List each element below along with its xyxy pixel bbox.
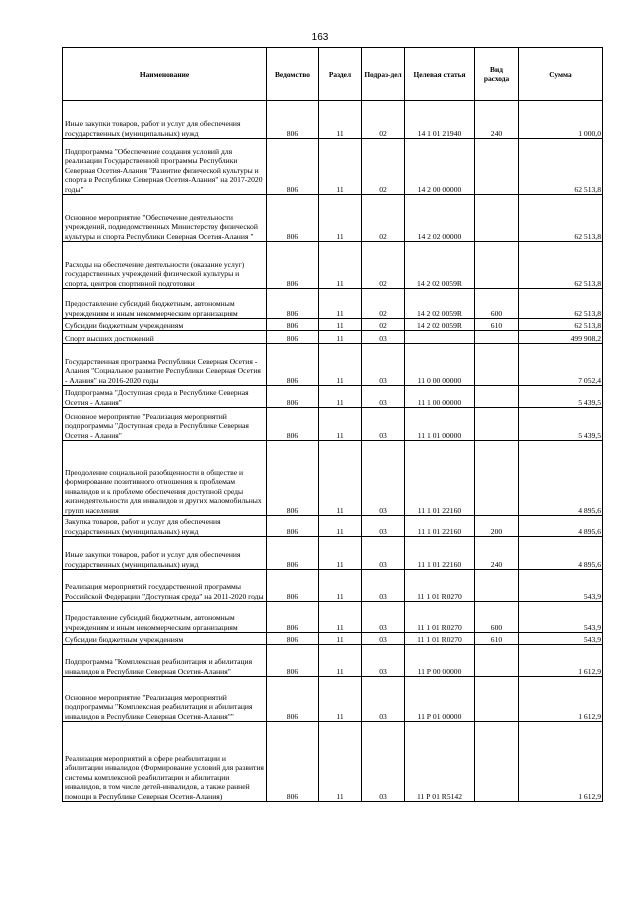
header-expense-type: Вид расхода [475,48,519,101]
row-vedomstvo-cell: 806 [267,537,319,570]
table-row [63,677,603,722]
row-vedomstvo-cell: 806 [267,139,319,195]
row-target-article-cell: 11 Р 01 R5142 [405,722,475,802]
row-sum-cell: 5 439,5 [519,408,603,441]
row-podrazdel-cell: 03 [362,537,405,570]
row-name-cell: Спорт высших достижений [63,331,267,344]
row-name-cell: Государственная программа Республики Северная Осетия - Алания "Социальное развитие Республики Северная Осетия - Алания" на 2016-2020 годы [63,344,267,386]
row-name-cell: Закупка товаров, работ и услуг для обеспечения государственных (муниципальных) нужд [63,516,267,537]
row-expense-type-cell [475,139,519,195]
row-expense-type-cell [475,408,519,441]
row-name-cell: Основное мероприятие "Реализация мероприятий подпрограммы "Доступная среда в Республике Северная Осетия - Алания" [63,408,267,441]
row-sum-cell: 4 895,6 [519,441,603,516]
row-vedomstvo-cell: 806 [267,101,319,139]
table-row [63,408,603,441]
row-vedomstvo-cell: 806 [267,195,319,242]
budget-table [62,47,603,802]
row-razdel-cell: 11 [319,101,362,139]
row-expense-type-cell [475,645,519,677]
table-row [63,645,603,677]
row-vedomstvo-cell: 806 [267,242,319,289]
row-name-cell: Иные закупки товаров, работ и услуг для обеспечения государственных (муниципальных) нужд [63,101,267,139]
row-target-article-cell: 11 1 01 R0270 [405,570,475,602]
row-podrazdel-cell: 03 [362,441,405,516]
row-vedomstvo-cell: 806 [267,331,319,344]
row-expense-type-cell: 610 [475,319,519,331]
row-vedomstvo-cell: 806 [267,602,319,633]
row-vedomstvo-cell: 806 [267,386,319,408]
row-sum-cell: 543,9 [519,570,603,602]
row-name-cell: Подпрограмма "Обеспечение создания условий для реализации Государственной программы Республики Северная Осетия-Алания "Развитие физической культуры и спорта в Республике Северная Осетия-Алания" на 2017-2020 годы" [63,139,267,195]
row-target-article-cell: 14 2 02 00000 [405,195,475,242]
header-razdel: Раздел [319,48,362,101]
row-razdel-cell: 11 [319,242,362,289]
row-razdel-cell: 11 [319,570,362,602]
row-razdel-cell: 11 [319,289,362,319]
row-target-article-cell: 11 1 01 00000 [405,408,475,441]
table-row [63,319,603,331]
row-razdel-cell: 11 [319,331,362,344]
row-razdel-cell: 11 [319,344,362,386]
row-vedomstvo-cell: 806 [267,677,319,722]
row-vedomstvo-cell: 806 [267,344,319,386]
row-podrazdel-cell: 03 [362,408,405,441]
row-podrazdel-cell: 03 [362,633,405,645]
row-target-article-cell: 11 1 00 00000 [405,386,475,408]
table-row [63,602,603,633]
row-sum-cell: 543,9 [519,633,603,645]
row-name-cell: Преодоление социальной разобщенности в обществе и формирование позитивного отношения к проблемам инвалидов и к проблеме обеспечения доступной среды жизнедеятельности для инвалидов и других маломобильных групп населения [63,441,267,516]
row-name-cell: Предоставление субсидий бюджетным, автономным учреждениям и иным некоммерческим организациям [63,602,267,633]
table-row [63,516,603,537]
row-expense-type-cell [475,242,519,289]
row-podrazdel-cell: 03 [362,722,405,802]
header-sum: Сумма [519,48,603,101]
row-target-article-cell: 14 1 01 21940 [405,101,475,139]
row-target-article-cell: 14 2 02 0059R [405,289,475,319]
row-name-cell: Иные закупки товаров, работ и услуг для обеспечения государственных (муниципальных) нужд [63,537,267,570]
table-body [63,101,603,802]
row-expense-type-cell [475,677,519,722]
row-sum-cell: 1 000,0 [519,101,603,139]
table-header-row [63,48,603,101]
row-expense-type-cell [475,722,519,802]
row-razdel-cell: 11 [319,441,362,516]
row-sum-cell: 62 513,8 [519,289,603,319]
table-row [63,139,603,195]
table-row [63,386,603,408]
row-podrazdel-cell: 02 [362,139,405,195]
row-target-article-cell: 11 Р 01 00000 [405,677,475,722]
row-sum-cell: 1 612,9 [519,677,603,722]
row-sum-cell: 5 439,5 [519,386,603,408]
row-expense-type-cell [475,195,519,242]
row-podrazdel-cell: 03 [362,677,405,722]
row-expense-type-cell: 240 [475,537,519,570]
row-razdel-cell: 11 [319,677,362,722]
header-target-article: Целевая статья [405,48,475,101]
row-razdel-cell: 11 [319,602,362,633]
row-name-cell: Реализация мероприятий в сфере реабилитации и абилитации инвалидов (Формирование условий для развития системы комплексной реабилитации и абилитации инвалидов, в том числе детей-инвалидов, а также ранней помощи в Республике Северная Осетия-Алания) [63,722,267,802]
row-expense-type-cell [475,441,519,516]
row-vedomstvo-cell: 806 [267,441,319,516]
header-name: Наименование [63,48,267,101]
row-sum-cell: 1 612,9 [519,645,603,677]
row-target-article-cell: 11 1 01 R0270 [405,602,475,633]
table-row [63,195,603,242]
row-razdel-cell: 11 [319,386,362,408]
page-number: 163 [311,32,329,43]
table-row [63,242,603,289]
row-razdel-cell: 11 [319,722,362,802]
table-row [63,722,603,802]
table-row [63,537,603,570]
row-podrazdel-cell: 03 [362,344,405,386]
row-razdel-cell: 11 [319,516,362,537]
row-name-cell: Основное мероприятие "Реализация мероприятий подпрограммы "Комплексная реабилитация и абилитация инвалидов в Республике Северная Осетия-Алания"" [63,677,267,722]
row-sum-cell: 4 895,6 [519,537,603,570]
row-vedomstvo-cell: 806 [267,289,319,319]
table-row [63,331,603,344]
row-expense-type-cell [475,331,519,344]
row-vedomstvo-cell: 806 [267,633,319,645]
row-name-cell: Субсидии бюджетным учреждениям [63,319,267,331]
row-name-cell: Субсидии бюджетным учреждениям [63,633,267,645]
row-razdel-cell: 11 [319,645,362,677]
row-expense-type-cell: 610 [475,633,519,645]
row-podrazdel-cell: 02 [362,195,405,242]
row-podrazdel-cell: 03 [362,331,405,344]
header-podrazdel: Подраз-дел [362,48,405,101]
row-target-article-cell: 14 2 00 00000 [405,139,475,195]
row-podrazdel-cell: 02 [362,242,405,289]
row-podrazdel-cell: 03 [362,516,405,537]
row-vedomstvo-cell: 806 [267,319,319,331]
row-target-article-cell: 11 0 00 00000 [405,344,475,386]
row-podrazdel-cell: 02 [362,319,405,331]
row-podrazdel-cell: 03 [362,570,405,602]
row-sum-cell: 499 908,2 [519,331,603,344]
row-target-article-cell: 11 1 01 22160 [405,537,475,570]
row-vedomstvo-cell: 806 [267,570,319,602]
row-target-article-cell: 14 2 02 0059R [405,319,475,331]
row-expense-type-cell [475,386,519,408]
row-sum-cell: 4 895,6 [519,516,603,537]
row-vedomstvo-cell: 806 [267,408,319,441]
table-row [63,344,603,386]
table-row [63,441,603,516]
row-expense-type-cell [475,344,519,386]
table-row [63,101,603,139]
row-name-cell: Основное мероприятие "Обеспечение деятельности учреждений, подведомственных Министерству физической культуры и спорта Республики Северная Осетия-Алания " [63,195,267,242]
row-vedomstvo-cell: 806 [267,645,319,677]
row-podrazdel-cell: 03 [362,645,405,677]
row-target-article-cell: 11 1 01 22160 [405,441,475,516]
table-row [63,570,603,602]
row-sum-cell: 62 513,8 [519,319,603,331]
row-expense-type-cell [475,570,519,602]
row-target-article-cell: 14 2 02 0059R [405,242,475,289]
row-name-cell: Предоставление субсидий бюджетным, автономным учреждениям и иным некоммерческим организациям [63,289,267,319]
row-razdel-cell: 11 [319,195,362,242]
row-name-cell: Расходы на обеспечение деятельности (оказание услуг) государственных учреждений физической культуры и спорта, центров спортивной подготовки [63,242,267,289]
row-razdel-cell: 11 [319,139,362,195]
row-razdel-cell: 11 [319,537,362,570]
row-sum-cell: 62 513,8 [519,139,603,195]
row-razdel-cell: 11 [319,408,362,441]
row-expense-type-cell: 200 [475,516,519,537]
table-row [63,289,603,319]
table-row [63,633,603,645]
row-sum-cell: 1 612,9 [519,722,603,802]
row-sum-cell: 62 513,8 [519,242,603,289]
row-name-cell: Реализация мероприятий государственной программы Российской Федерации "Доступная среда" на 2011-2020 годы [63,570,267,602]
row-razdel-cell: 11 [319,633,362,645]
row-podrazdel-cell: 02 [362,289,405,319]
row-expense-type-cell: 600 [475,602,519,633]
row-vedomstvo-cell: 806 [267,722,319,802]
row-sum-cell: 62 513,8 [519,195,603,242]
row-razdel-cell: 11 [319,319,362,331]
row-podrazdel-cell: 03 [362,602,405,633]
row-sum-cell: 7 052,4 [519,344,603,386]
row-name-cell: Подпрограмма "Комплексная реабилитация и абилитация инвалидов в Республике Северная Осетия-Алания" [63,645,267,677]
row-expense-type-cell: 600 [475,289,519,319]
row-name-cell: Подпрограмма "Доступная среда в Республике Северная Осетия - Алания" [63,386,267,408]
row-target-article-cell: 11 1 01 R0270 [405,633,475,645]
row-target-article-cell [405,331,475,344]
row-podrazdel-cell: 02 [362,101,405,139]
row-expense-type-cell: 240 [475,101,519,139]
row-vedomstvo-cell: 806 [267,516,319,537]
row-target-article-cell: 11 Р 00 00000 [405,645,475,677]
row-podrazdel-cell: 03 [362,386,405,408]
header-vedomstvo: Ведомство [267,48,319,101]
row-target-article-cell: 11 1 01 22160 [405,516,475,537]
row-sum-cell: 543,9 [519,602,603,633]
